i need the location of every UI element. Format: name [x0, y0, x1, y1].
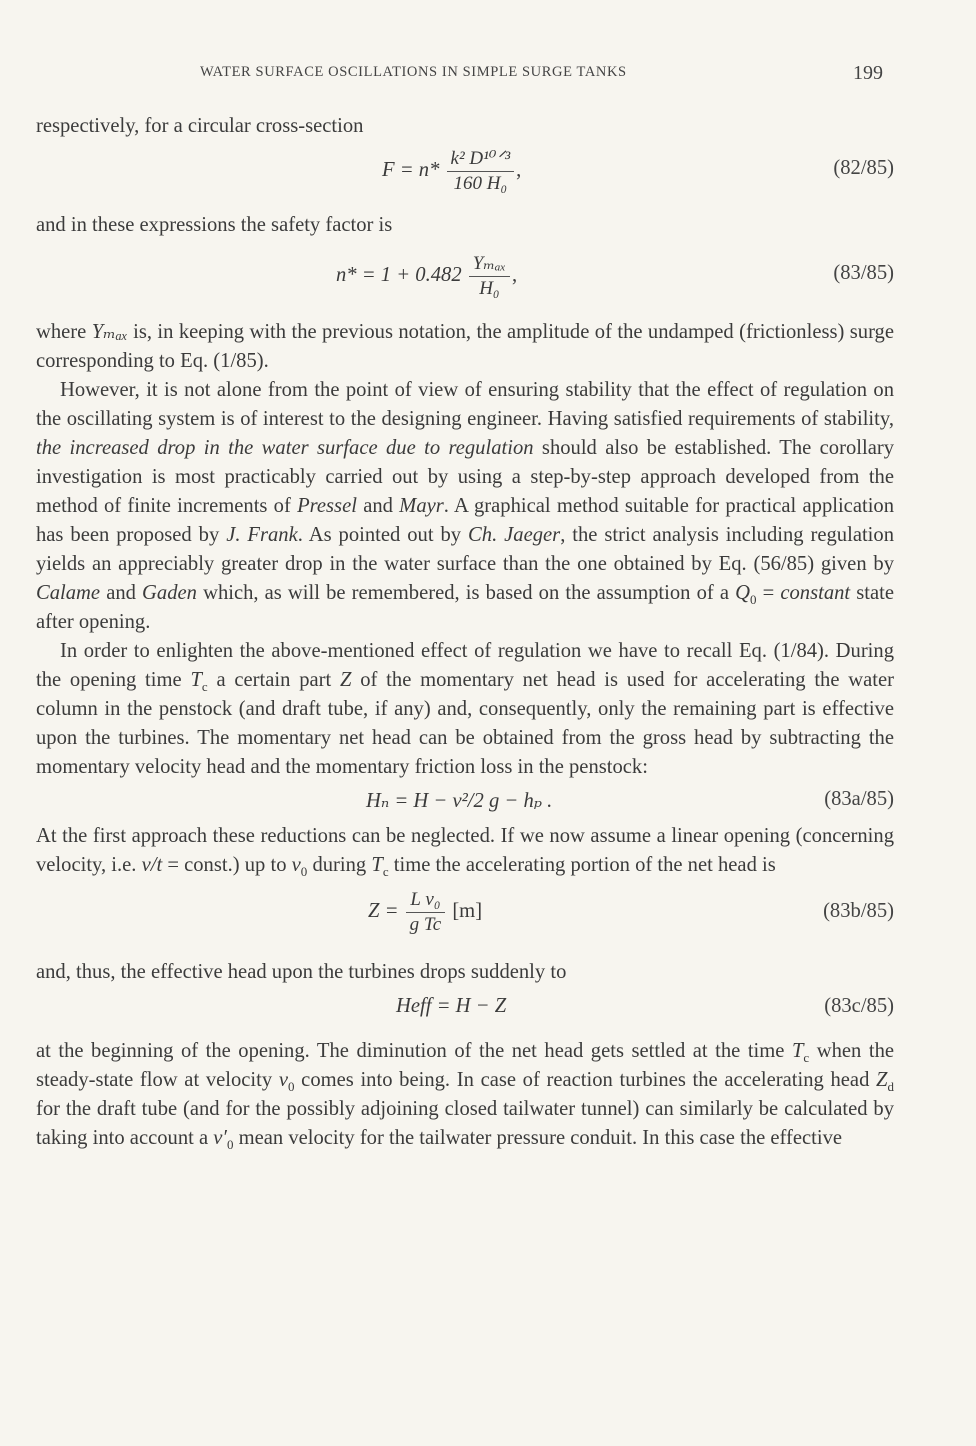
equation-83-lhs: n* = 1 + 0.482	[336, 264, 467, 287]
symbol-z-subscript: d	[887, 1079, 895, 1095]
equation-82-85	[36, 141, 894, 201]
author-pressel: Pressel	[297, 495, 357, 517]
p4-text-c: and	[356, 495, 400, 517]
paragraph-regulation-effect	[36, 376, 894, 637]
symbol-q-subscript: 0	[749, 592, 757, 608]
paragraph-safety-factor: and in these expressions the safety factor is	[36, 214, 393, 236]
p5-text-a: In order to enlighten the above-mentioned effect of regulation we have to recall Eq. (1/84). During the opening time	[36, 640, 894, 691]
p4-text-i: =	[756, 582, 781, 604]
symbol-v-subscript: 0	[288, 1079, 295, 1095]
symbol-t-subscript: c	[201, 679, 208, 695]
equation-83a-85	[36, 786, 894, 818]
author-mayr: Mayr	[399, 495, 444, 517]
equation-82-fraction	[447, 147, 515, 196]
equation-83b-formula	[368, 888, 482, 937]
p4-text-a: However, it is not alone from the point of view of ensuring stability that the effect of regulation on the oscillating system is of interest to the designing engineer. Having satisfied requirements of stability,	[36, 379, 894, 430]
symbol-v: v	[278, 1069, 288, 1091]
symbol-z: Z	[876, 1069, 888, 1091]
equation-83b-unit: [m]	[447, 900, 483, 923]
symbol-v-prime-subscript: 0	[226, 1137, 234, 1153]
symbol-v-subscript: 0	[300, 864, 308, 880]
paragraph-diminution	[36, 1037, 894, 1153]
p5-text-c: of the momentary net head is used for accelerating the water column in the penstock (and draft tube, if any) and, consequently, only the remaining part is effective upon the turbines. The momentary net head can be obtained from the gross head by subtracting the momentary velocity head and the momentary friction loss in the penstock:	[36, 669, 894, 778]
p4-text-b: should also be established. The corollary investigation is most practicably carried out by using a step-by-step approach developed from the method of finite increments of	[36, 437, 895, 517]
equation-83c-formula: Heff = H − Z	[396, 995, 507, 1017]
page-header	[0, 62, 976, 88]
author-calame: Calame	[36, 582, 101, 604]
equation-83b-denominator: g Tc	[406, 912, 446, 937]
p6-text-d: time the accelerating portion of the net head is	[388, 854, 776, 876]
equation-83b-lhs: Z =	[368, 900, 404, 923]
equation-83b-85	[36, 886, 894, 946]
running-head: WATER SURFACE OSCILLATIONS IN SIMPLE SURGE TANKS	[200, 64, 627, 80]
p3-text-b: is, in keeping with the previous notation, the amplitude of the undamped (frictionless) surge corresponding to Eq. (1/85).	[36, 321, 894, 372]
p4-text-g: and	[100, 582, 143, 604]
equation-83-formula	[336, 252, 517, 301]
p6-text-c: during	[307, 854, 372, 876]
paragraph-ymax-definition	[36, 318, 894, 376]
equation-83a-number: (83a/85)	[824, 788, 894, 810]
equation-83b-number: (83b/85)	[823, 900, 894, 922]
p8-text-d: for the draft tube (and for the possibly adjoining closed tailwater tunnel) can similarly be calculated by taking into account a	[36, 1098, 894, 1149]
p4-text-d: . A graphical method suitable for practical application has been proposed by	[36, 495, 895, 546]
p8-text-c: comes into being. In case of reaction turbines the accelerating head	[294, 1069, 877, 1091]
equation-83b-fraction	[406, 888, 446, 937]
p8-text-b: when the steady-state flow at velocity	[36, 1040, 895, 1091]
equation-82-denominator: 160 H₀	[447, 171, 515, 196]
p6-text-a: At the first approach these reductions can be neglected. If we now assume a linear opening (concerning velocity, i.e.	[36, 825, 894, 876]
equation-83-fraction	[469, 252, 510, 301]
symbol-t: T	[371, 854, 383, 876]
equation-83a-formula: Hₙ = H − v²/2 g − hₚ .	[366, 790, 553, 812]
paragraph-linear-opening	[36, 822, 894, 880]
symbol-ymax: Yₘₐₓ	[91, 321, 128, 343]
p4-italic-constant: constant	[780, 582, 851, 604]
symbol-v-prime: v′	[213, 1127, 227, 1149]
equation-82-formula	[382, 147, 521, 196]
equation-83-85	[36, 248, 894, 308]
equation-83-number: (83/85)	[833, 262, 894, 284]
equation-83-numerator: Yₘₐₓ	[472, 253, 506, 274]
symbol-t: T	[791, 1040, 804, 1062]
paragraph-net-head	[36, 637, 894, 782]
p4-text-j: state after opening.	[36, 582, 894, 633]
symbol-q: Q	[735, 582, 750, 604]
equation-83-denominator: H₀	[469, 276, 510, 301]
p4-italic-increased-drop: the increased drop in the water surface due to regulation	[36, 437, 534, 459]
equation-83-tail: ,	[511, 264, 518, 287]
paragraph-intro: respectively, for a circular cross-section	[36, 115, 364, 137]
p5-text-b: a certain part	[207, 669, 340, 691]
p8-text-a: at the beginning of the opening. The diminution of the net head gets settled at the time	[36, 1040, 792, 1062]
author-gaden: Gaden	[142, 582, 197, 604]
p8-text-e: mean velocity for the tailwater pressure conduit. In this case the effective	[233, 1127, 843, 1149]
equation-83c-85	[36, 993, 894, 1025]
p4-text-h: which, as will be remembered, is based on the assumption of a	[196, 582, 736, 604]
symbol-t: T	[190, 669, 202, 691]
p4-text-f: , the strict analysis including regulation yields an appreciably greater drop in the water surface than the one obtained by Eq. (56/85) given by	[36, 524, 895, 575]
paragraph-effective-head: and, thus, the effective head upon the turbines drops suddenly to	[36, 961, 567, 983]
equation-82-number: (82/85)	[833, 157, 894, 179]
equation-83c-number: (83c/85)	[824, 995, 894, 1017]
symbol-v-over-t: v/t	[141, 854, 163, 876]
page-number: 199	[853, 62, 883, 84]
page-body	[36, 112, 894, 1153]
equation-82-numerator: k² D¹⁰ᐟ³	[450, 148, 511, 169]
symbol-t-subscript: c	[803, 1050, 810, 1066]
author-ch-jaeger: Ch. Jaeger	[468, 524, 561, 546]
symbol-z: Z	[340, 669, 352, 691]
symbol-v: v	[291, 854, 301, 876]
author-j-frank: J. Frank	[226, 524, 298, 546]
p3-text-a: where	[36, 321, 92, 343]
equation-82-tail: ,	[516, 159, 522, 182]
p4-text-e: . As pointed out by	[297, 524, 469, 546]
p6-text-b: = const.) up to	[162, 854, 292, 876]
equation-83b-numerator: L v₀	[410, 889, 441, 910]
symbol-t-subscript: c	[382, 864, 389, 880]
equation-82-lhs: F = n*	[382, 159, 445, 182]
